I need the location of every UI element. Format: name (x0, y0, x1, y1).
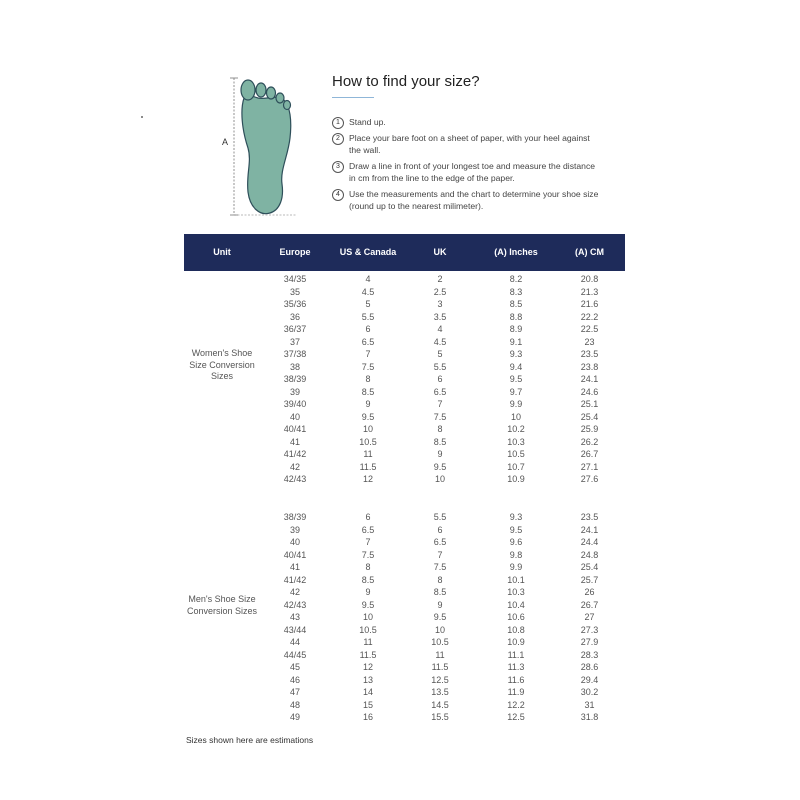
uk-cell: 11 (435, 649, 445, 660)
us-canada-cell: 13 (362, 674, 373, 685)
table-header (184, 234, 625, 271)
table-row (184, 561, 625, 574)
table-row (184, 549, 625, 562)
table-row (184, 411, 625, 424)
europe-cell: 40 (289, 537, 300, 547)
cm-cell: 25.7 (580, 574, 599, 585)
inches-cell: 10.9 (507, 474, 525, 484)
cm-cell: 27 (584, 612, 595, 622)
table-row (184, 311, 625, 324)
us-canada-cell: 10.5 (359, 624, 377, 635)
uk-cell: 8.5 (433, 436, 447, 447)
mens-section-label: Men's Shoe Size Conversion Sizes (186, 594, 258, 616)
uk-cell: 8 (437, 424, 443, 434)
europe-cell: 34/35 (283, 274, 307, 284)
cm-cell: 27.9 (580, 637, 599, 647)
uk-cell: 7.5 (433, 562, 447, 572)
us-canada-cell: 4 (365, 274, 371, 284)
footnote: Sizes shown here are estimations (186, 735, 314, 745)
steps-list (332, 116, 602, 216)
us-canada-cell: 7 (365, 537, 371, 547)
inches-cell: 8.5 (509, 299, 523, 309)
womens-table-body (184, 273, 625, 486)
uk-cell: 6.5 (433, 537, 447, 547)
table-row (184, 386, 625, 399)
inches-cell: 9.7 (509, 386, 523, 397)
title-underline (332, 97, 374, 98)
inches-cell: 10.3 (507, 436, 525, 447)
inches-cell: 12.5 (507, 712, 525, 722)
uk-cell: 9.5 (433, 612, 447, 622)
inches-cell: 12.2 (507, 699, 525, 710)
us-canada-cell: 8 (365, 562, 371, 572)
step-number: 3 (332, 161, 344, 173)
inches-cell: 11.9 (507, 687, 525, 697)
step-item (332, 116, 602, 128)
cm-cell: 24.6 (580, 386, 599, 397)
europe-cell: 41 (289, 562, 300, 572)
us-canada-cell: 9 (365, 587, 371, 597)
us-canada-cell: 6.5 (361, 336, 375, 347)
inches-cell: 9.1 (509, 336, 523, 347)
header-us-canada: US & Canada (339, 247, 397, 257)
us-canada-cell: 5 (365, 299, 371, 309)
europe-cell: 40/41 (283, 549, 307, 560)
europe-cell: 44/45 (283, 649, 307, 660)
inches-cell: 8.8 (509, 311, 523, 322)
europe-cell: 40/41 (283, 424, 307, 434)
us-canada-cell: 9 (365, 399, 371, 409)
uk-cell: 5.5 (433, 512, 447, 522)
uk-cell: 13.5 (431, 687, 449, 697)
inches-cell: 9.4 (509, 361, 523, 372)
header-unit: Unit (213, 247, 231, 257)
uk-cell: 6 (437, 374, 443, 384)
header-uk: UK (433, 247, 447, 257)
europe-cell: 39/40 (283, 399, 307, 409)
uk-cell: 14.5 (431, 699, 449, 710)
table-row (184, 586, 625, 599)
table-row (184, 373, 625, 386)
table-row (184, 448, 625, 461)
table-row (184, 436, 625, 449)
inches-cell: 10.1 (507, 574, 525, 585)
europe-cell: 42/43 (283, 599, 307, 610)
step-text: Stand up. (349, 117, 386, 127)
europe-cell: 38/39 (283, 374, 307, 384)
us-canada-cell: 6.5 (361, 524, 375, 535)
table-row (184, 423, 625, 436)
cm-cell: 23.5 (580, 349, 599, 359)
europe-cell: 36 (289, 311, 300, 322)
step-number: 4 (332, 189, 344, 201)
inches-cell: 10.7 (507, 461, 525, 472)
us-canada-cell: 7.5 (361, 549, 375, 560)
inches-cell: 10.5 (507, 449, 525, 459)
inches-cell: 8.3 (509, 286, 523, 297)
table-row (184, 361, 625, 374)
cm-cell: 31.8 (580, 712, 599, 722)
table-row (184, 461, 625, 474)
table-row (184, 336, 625, 349)
uk-cell: 4.5 (433, 336, 447, 347)
europe-cell: 45 (289, 662, 300, 672)
uk-cell: 7 (437, 549, 443, 560)
europe-cell: 35 (289, 286, 300, 297)
inches-cell: 11.1 (507, 649, 525, 660)
cm-cell: 30.2 (580, 687, 599, 697)
table-row (184, 624, 625, 637)
us-canada-cell: 11 (363, 449, 373, 459)
cm-cell: 26.2 (580, 436, 599, 447)
uk-cell: 3.5 (433, 311, 447, 322)
inches-cell: 10.2 (507, 424, 525, 434)
table-row (184, 536, 625, 549)
uk-cell: 2.5 (433, 286, 447, 297)
uk-cell: 10 (434, 474, 445, 484)
cm-cell: 22.5 (580, 324, 599, 334)
table-row (184, 711, 625, 724)
europe-cell: 37/38 (283, 349, 307, 359)
step-number: 1 (332, 117, 344, 129)
cm-cell: 21.6 (580, 299, 599, 309)
inches-cell: 10.4 (507, 599, 525, 610)
cm-cell: 31 (584, 699, 595, 710)
cm-cell: 26.7 (580, 449, 599, 459)
inches-cell: 8.9 (509, 324, 523, 334)
table-row (184, 524, 625, 537)
europe-cell: 40 (289, 411, 300, 422)
europe-cell: 42 (289, 461, 300, 472)
inches-cell: 10.9 (507, 637, 525, 647)
cm-cell: 25.4 (580, 411, 599, 422)
uk-cell: 5 (437, 349, 443, 359)
europe-cell: 39 (289, 386, 300, 397)
us-canada-cell: 15 (362, 699, 373, 710)
guide-title: How to find your size? (332, 73, 480, 90)
table-row (184, 649, 625, 662)
us-canada-cell: 8 (365, 374, 371, 384)
header-cm: (A) CM (575, 247, 604, 257)
uk-cell: 5.5 (433, 361, 447, 372)
europe-cell: 39 (289, 524, 300, 535)
cm-cell: 29.4 (580, 674, 599, 685)
us-canada-cell: 14 (362, 687, 373, 697)
table-row (184, 398, 625, 411)
inches-cell: 9.8 (509, 549, 523, 560)
inches-cell: 11.6 (507, 674, 525, 685)
europe-cell: 49 (289, 712, 300, 722)
cm-cell: 25.4 (580, 562, 599, 572)
us-canada-cell: 10 (362, 424, 373, 434)
inches-cell: 10.6 (507, 612, 525, 622)
us-canada-cell: 12 (362, 662, 373, 672)
table-row (184, 286, 625, 299)
step-item (332, 188, 602, 212)
us-canada-cell: 5.5 (361, 311, 375, 322)
cm-cell: 27.6 (580, 474, 599, 484)
cm-cell: 23.8 (580, 361, 599, 372)
inches-cell: 9.3 (509, 349, 523, 359)
europe-cell: 44 (289, 637, 300, 647)
step-text: Place your bare foot on a sheet of paper, with your heel against the wall. (349, 133, 590, 155)
step-number: 2 (332, 133, 344, 145)
europe-cell: 47 (289, 687, 300, 697)
us-canada-cell: 7.5 (361, 361, 375, 372)
europe-cell: 43/44 (283, 624, 307, 635)
uk-cell: 9.5 (433, 461, 447, 472)
inches-cell: 11.3 (507, 662, 525, 672)
us-canada-cell: 10 (362, 612, 373, 622)
inches-cell: 9.6 (509, 537, 523, 547)
uk-cell: 8.5 (433, 587, 447, 597)
us-canada-cell: 9.5 (361, 411, 375, 422)
table-row (184, 661, 625, 674)
cm-cell: 23.5 (580, 512, 599, 522)
europe-cell: 36/37 (283, 324, 307, 334)
europe-cell: 37 (289, 336, 300, 347)
table-row (184, 699, 625, 712)
uk-cell: 12.5 (431, 674, 449, 685)
foot-diagram (218, 70, 298, 220)
us-canada-cell: 8.5 (361, 386, 375, 397)
europe-cell: 42/43 (283, 474, 307, 484)
step-text: Use the measurements and the chart to determine your shoe size (round up to the nearest milimeter). (349, 189, 599, 211)
cm-cell: 24.1 (580, 374, 599, 384)
womens-section-label: Women's Shoe Size Conversion Sizes (189, 348, 255, 381)
uk-cell: 3 (437, 299, 443, 309)
uk-cell: 11.5 (431, 662, 449, 672)
uk-cell: 7 (437, 399, 443, 409)
europe-cell: 43 (289, 612, 300, 622)
table-row (184, 511, 625, 524)
cm-cell: 20.8 (580, 274, 599, 284)
us-canada-cell: 4.5 (361, 286, 375, 297)
table-row (184, 686, 625, 699)
us-canada-cell: 16 (362, 712, 373, 722)
us-canada-cell: 11 (363, 637, 373, 647)
cm-cell: 27.1 (580, 461, 599, 472)
cm-cell: 28.6 (580, 662, 599, 672)
europe-cell: 38/39 (283, 512, 307, 522)
europe-cell: 41/42 (283, 574, 307, 585)
uk-cell: 10 (434, 624, 445, 635)
header-inches: (A) Inches (494, 247, 538, 257)
inches-cell: 9.3 (509, 512, 523, 522)
uk-cell: 9 (437, 599, 443, 610)
europe-cell: 35/36 (283, 299, 307, 309)
uk-cell: 6 (437, 524, 443, 535)
step-item (332, 132, 602, 156)
us-canada-cell: 12 (362, 474, 373, 484)
cm-cell: 27.3 (580, 624, 599, 635)
inches-cell: 9.5 (509, 374, 523, 384)
cm-cell: 24.4 (580, 537, 599, 547)
uk-cell: 8 (437, 574, 443, 585)
table-row (184, 599, 625, 612)
inches-cell: 10 (510, 411, 521, 422)
europe-cell: 46 (289, 674, 300, 685)
cm-cell: 25.9 (580, 424, 599, 434)
uk-cell: 4 (437, 324, 443, 334)
table-row (184, 674, 625, 687)
table-row (184, 298, 625, 311)
uk-cell: 9 (437, 449, 443, 459)
cm-cell: 26 (584, 587, 595, 597)
step-text: Draw a line in front of your longest toe and measure the distance in cm from the line to the edge of the paper. (349, 161, 596, 183)
table-row (184, 473, 625, 486)
inches-cell: 9.9 (509, 399, 523, 409)
us-canada-cell: 9.5 (361, 599, 375, 610)
stray-dot (141, 116, 143, 118)
table-row (184, 273, 625, 286)
us-canada-cell: 10.5 (359, 436, 377, 447)
cm-cell: 21.3 (580, 286, 599, 297)
inches-cell: 9.5 (509, 524, 523, 535)
header-europe: Europe (279, 247, 311, 257)
cm-cell: 22.2 (580, 311, 599, 322)
uk-cell: 10.5 (431, 637, 449, 647)
uk-cell: 7.5 (433, 411, 447, 422)
uk-cell: 6.5 (433, 386, 447, 397)
us-canada-cell: 11.5 (359, 649, 377, 660)
inches-cell: 10.8 (507, 624, 525, 635)
europe-cell: 41 (289, 436, 300, 447)
table-row (184, 611, 625, 624)
uk-cell: 2 (437, 274, 443, 284)
europe-cell: 41/42 (283, 449, 307, 459)
us-canada-cell: 6 (365, 324, 371, 334)
table-row (184, 323, 625, 336)
cm-cell: 28.3 (580, 649, 599, 660)
table-row (184, 636, 625, 649)
inches-cell: 10.3 (507, 587, 525, 597)
us-canada-cell: 7 (365, 349, 371, 359)
us-canada-cell: 8.5 (361, 574, 375, 585)
europe-cell: 38 (289, 361, 300, 372)
us-canada-cell: 11.5 (359, 461, 377, 472)
measurement-label: A (222, 137, 229, 147)
cm-cell: 25.1 (580, 399, 599, 409)
table-row (184, 574, 625, 587)
mens-table-body (184, 511, 625, 724)
cm-cell: 24.8 (580, 549, 599, 560)
us-canada-cell: 6 (365, 512, 371, 522)
europe-cell: 48 (289, 699, 300, 710)
cm-cell: 24.1 (580, 524, 599, 535)
europe-cell: 42 (289, 587, 300, 597)
table-row (184, 348, 625, 361)
cm-cell: 26.7 (580, 599, 599, 610)
inches-cell: 9.9 (509, 562, 523, 572)
uk-cell: 15.5 (431, 712, 449, 722)
cm-cell: 23 (584, 336, 595, 347)
step-item (332, 160, 602, 184)
inches-cell: 8.2 (509, 274, 523, 284)
